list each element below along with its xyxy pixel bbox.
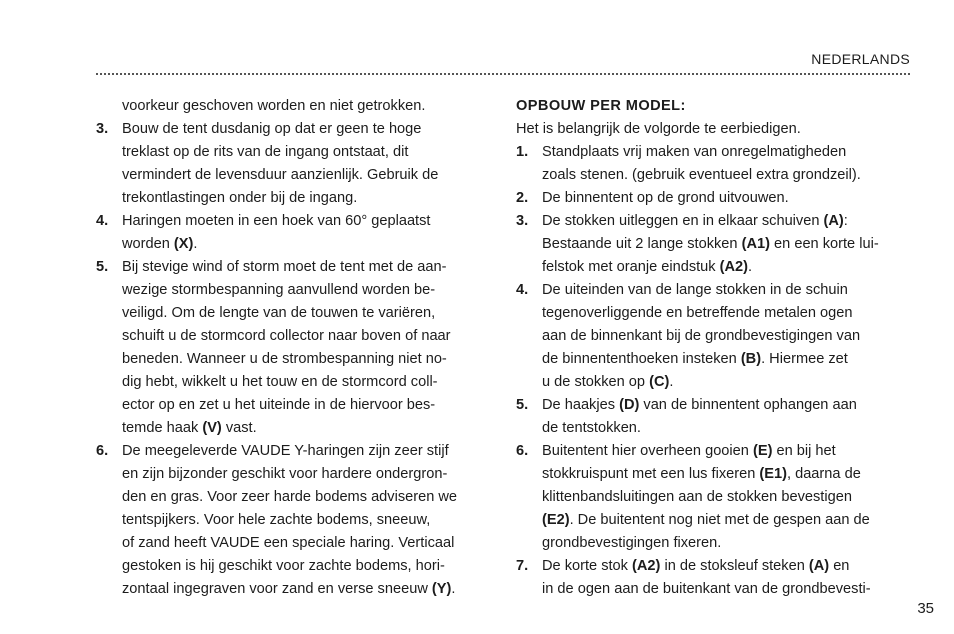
text-segment: voorkeur geschoven worden en niet getrokken. [122,98,426,114]
section-heading [516,95,912,118]
text-segment: aan de binnenkant bij de grondbevestigingen van [542,328,861,344]
bold-reference: (C) [649,374,670,390]
text-segment: . [669,374,674,390]
text-segment: beneden. Wanneer u de strombespanning niet no- [122,351,447,367]
bold-reference: (V) [202,420,222,436]
text-segment: De korte stok [542,558,633,574]
text-segment: tentspijkers. Voor hele zachte bodems, sneeuw, [122,512,431,528]
text-segment: en [829,558,850,574]
text-segment: en zijn bijzonder geschikt voor hardere ondergron- [122,466,448,482]
text-line [516,417,912,440]
bold-reference: (Y) [431,581,452,597]
text-segment: Haringen moeten in een hoek van 60° geplaatst [122,213,431,229]
text-segment: . [193,236,198,252]
text-line [516,302,912,325]
text-line [516,256,912,279]
text-segment: veiligd. Om de lengte van de touwen te variëren, [122,305,436,321]
text-segment: en een korte lui- [769,236,879,252]
text-segment: De binnentent op de grond uitvouwen. [542,190,789,206]
text-segment: tegenoverliggende en betreffende metalen ogen [542,305,853,321]
text-segment: worden [122,236,174,252]
text-line [516,509,912,532]
text-segment: zoals stenen. (gebruik eventueel extra grondzeil). [542,167,861,183]
text-line [96,95,492,118]
text-line [96,141,492,164]
text-segment: . Hiermee zet [761,351,848,367]
text-segment: . [451,581,456,597]
bold-reference: (A2) [719,259,749,275]
list-number: 2. [516,190,529,206]
text-line [516,164,912,187]
bold-reference: (A) [823,213,844,229]
text-line [516,463,912,486]
bold-reference: OPBOUW PER MODEL: [516,98,686,114]
right-column [516,95,912,601]
text-segment: temde haak [122,420,203,436]
list-number: 4. [516,282,529,298]
text-segment: gestoken is hij geschikt voor zachte bodems, hori- [122,558,445,574]
text-segment: De haakjes [542,397,620,413]
list-number: 3. [516,213,529,229]
text-segment: De meegeleverde VAUDE Y-haringen zijn zeer stijf [122,443,449,459]
text-segment: De stokken uitleggen en in elkaar schuiven [542,213,824,229]
list-number: 6. [96,443,109,459]
bold-reference: (E1) [759,466,787,482]
text-segment: : [843,213,848,229]
text-segment: u de stokken op [542,374,650,390]
text-segment: wezige stormbespanning aanvullend worden be- [122,282,436,298]
text-segment: vermindert de levensduur aanzienlijk. Gebruik de [122,167,439,183]
text-line [516,141,912,164]
text-segment: van de binnentent ophangen aan [639,397,857,413]
text-line [96,532,492,555]
text-line [96,440,492,463]
text-line [96,279,492,302]
text-segment: felstok met oranje eindstuk [542,259,720,275]
text-line [516,486,912,509]
text-segment: Standplaats vrij maken van onregelmatigheden [542,144,847,160]
text-line [516,118,912,141]
text-segment: dig hebt, wikkelt u het touw en de stormcord coll- [122,374,438,390]
list-number: 7. [516,558,529,574]
bold-reference: (B) [740,351,762,367]
text-line [96,486,492,509]
text-segment: ector op en zet u het uiteinde in de hiervoor bes- [122,397,436,413]
text-segment: De uiteinden van de lange stokken in de schuin [542,282,848,298]
text-line [96,371,492,394]
text-segment: schuift u de stormcord collector naar boven of naar [122,328,451,344]
text-segment: , daarna de [786,466,861,482]
text-line [96,463,492,486]
text-segment: de binnententhoeken insteken [542,351,741,367]
text-line [516,394,912,417]
bold-reference: (A) [808,558,830,574]
text-line [96,233,492,256]
bold-reference: (A2) [632,558,661,574]
bold-reference: (D) [619,397,640,413]
text-line [516,578,912,601]
text-segment: de tentstokken. [542,420,641,436]
text-line [516,233,912,256]
list-number: 5. [96,259,109,275]
text-line [516,555,912,578]
text-segment: trekontlastingen onder bij de ingang. [122,190,358,206]
text-line [516,371,912,394]
text-line [96,578,492,601]
text-line [96,187,492,210]
text-line [96,555,492,578]
text-line [516,279,912,302]
text-segment: stokkruispunt met een lus fixeren [542,466,760,482]
text-segment: zontaal ingegraven voor zand en verse sneeuw [122,581,432,597]
text-line [516,532,912,555]
text-line [96,394,492,417]
text-segment: Bij stevige wind of storm moet de tent met de aan- [122,259,447,275]
list-number: 1. [516,144,529,160]
dotted-divider [96,73,910,75]
bold-reference: (E) [752,443,773,459]
text-segment: Het is belangrijk de volgorde te eerbiedigen. [516,121,801,137]
text-segment: . [748,259,753,275]
page-number: 35 [917,600,934,617]
text-segment: den en gras. Voor zeer harde bodems adviseren we [122,489,458,505]
list-number: 5. [516,397,529,413]
text-line [96,348,492,371]
list-number: 6. [516,443,529,459]
text-segment: en bij het [772,443,836,459]
text-segment: of zand heeft VAUDE een speciale haring. Verticaal [122,535,455,551]
language-header: NEDERLANDS [811,51,910,67]
left-column [96,95,492,601]
text-line [96,417,492,440]
text-segment: in de stoksleuf steken [660,558,809,574]
text-segment: Buitentent hier overheen gooien [542,443,753,459]
text-line [516,187,912,210]
text-line [516,440,912,463]
bold-reference: (A1) [741,236,770,252]
text-line [516,348,912,371]
text-segment: in de ogen aan de buitenkant van de grondbevesti- [542,581,871,597]
text-line [96,164,492,187]
bold-reference: (E2) [542,512,570,528]
text-line [96,302,492,325]
text-line [96,256,492,279]
list-number: 4. [96,213,109,229]
text-segment: treklast op de rits van de ingang ontstaat, dit [122,144,409,160]
list-number: 3. [96,121,109,137]
text-line [516,325,912,348]
text-line [96,325,492,348]
text-segment: Bouw de tent dusdanig op dat er geen te hoge [122,121,422,137]
text-line [96,509,492,532]
text-segment: . De buitentent nog niet met de gespen aan de [569,512,870,528]
text-line [516,210,912,233]
text-segment: klittenbandsluitingen aan de stokken bevestigen [542,489,852,505]
text-segment: Bestaande uit 2 lange stokken [542,236,742,252]
text-line [96,118,492,141]
text-segment: vast. [221,420,257,436]
bold-reference: (X) [173,236,194,252]
text-line [96,210,492,233]
text-segment: grondbevestigingen fixeren. [542,535,722,551]
